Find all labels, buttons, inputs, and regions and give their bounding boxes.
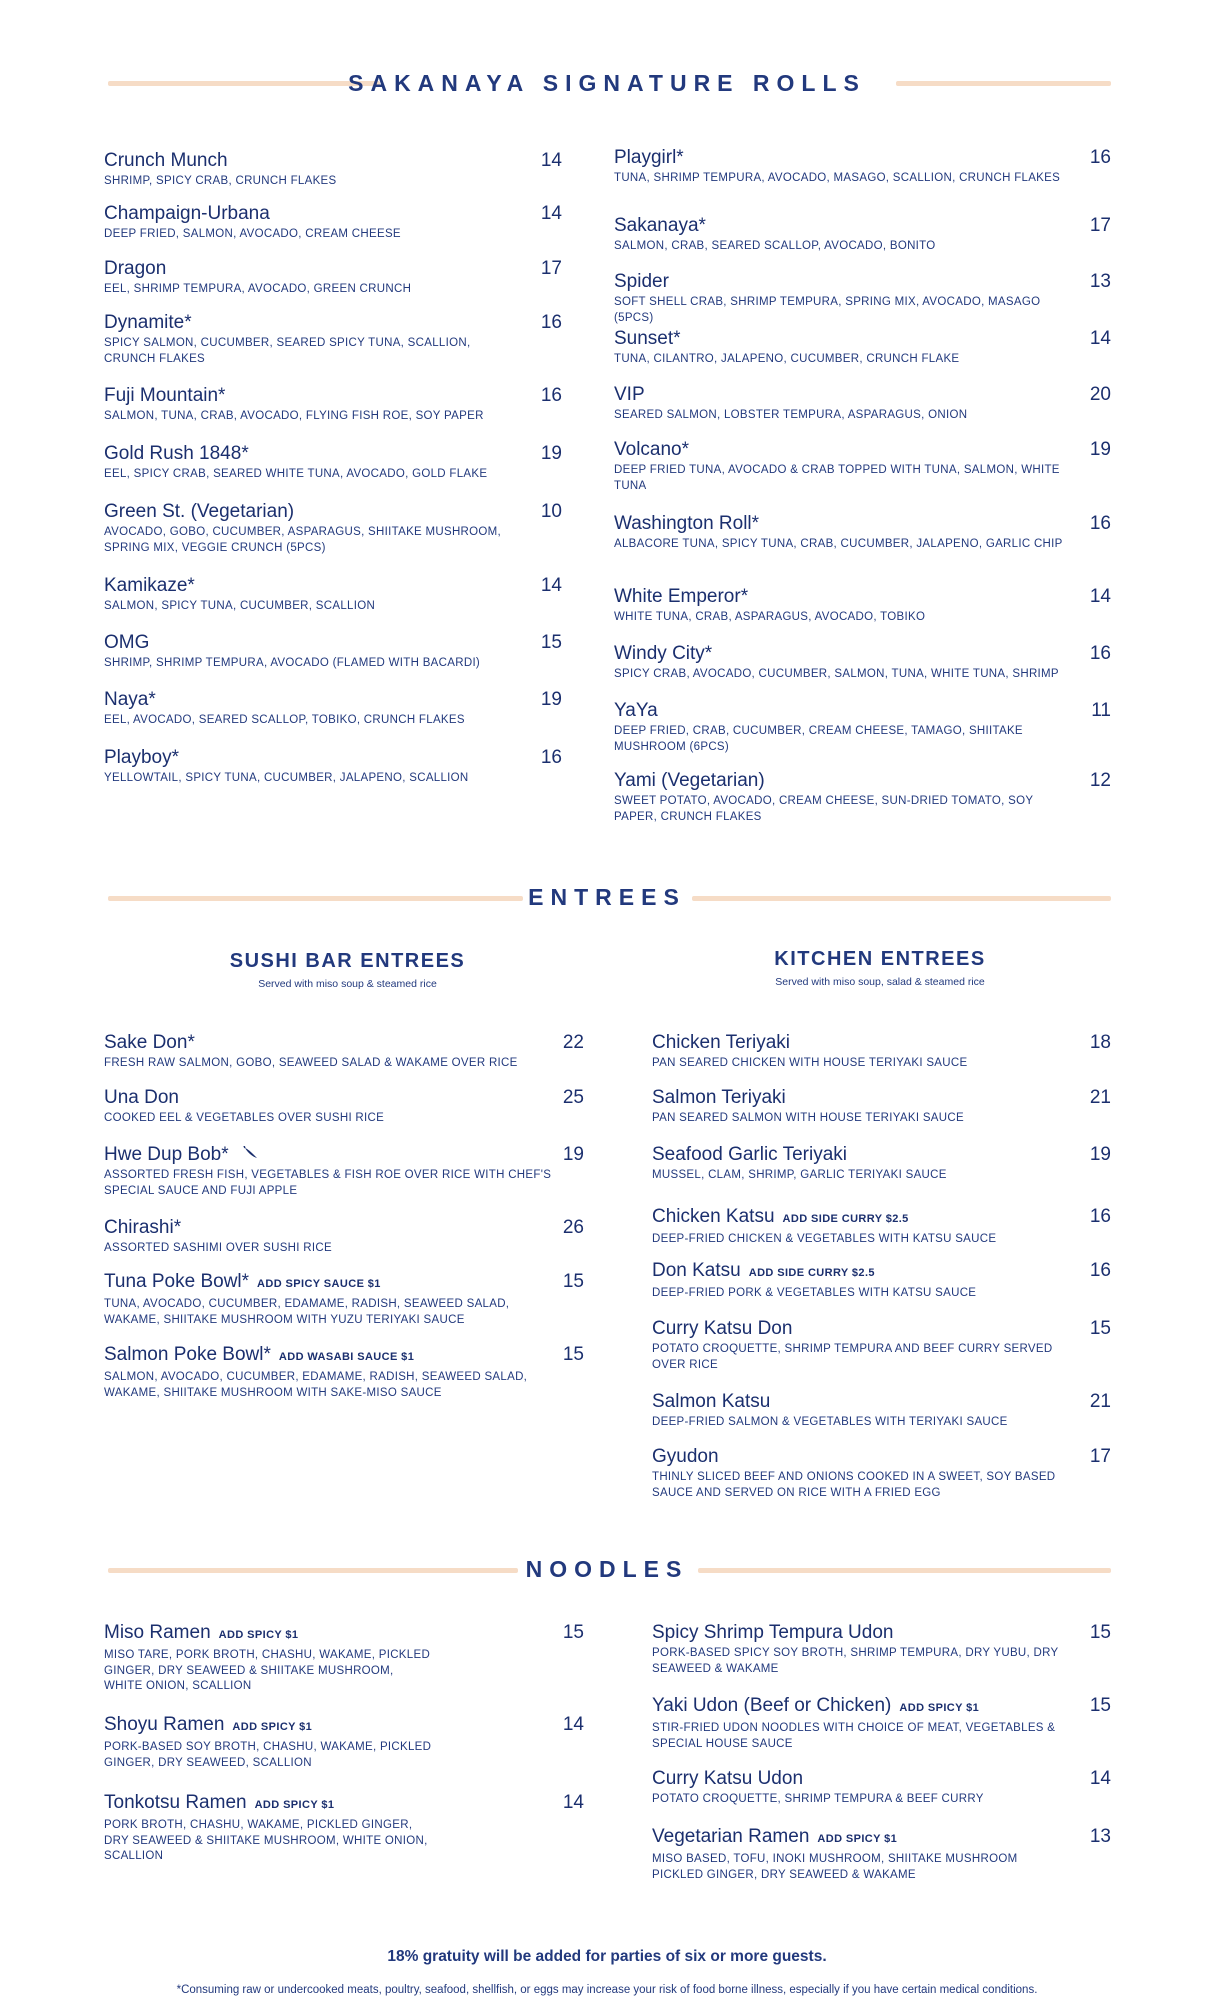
- menu-item-name: Dynamite*: [104, 312, 192, 333]
- menu-item-description: WHITE TUNA, CRAB, ASPARAGUS, AVOCADO, TOBIKO: [614, 611, 926, 623]
- menu-item-name: Hwe Dup Bob*: [104, 1144, 229, 1166]
- menu-item-name: Spider: [614, 271, 669, 292]
- menu-item: [104, 1144, 584, 1199]
- menu-item-description: SALMON, TUNA, CRAB, AVOCADO, FLYING FISH ROE, SOY PAPER: [104, 410, 484, 422]
- menu-item-price: 15: [562, 1622, 584, 1643]
- menu-item-description: SOFT SHELL CRAB, SHRIMP TEMPURA, SPRING MIX, AVOCADO, MASAGO (5PCS): [614, 296, 1041, 324]
- menu-item-price: 14: [540, 575, 562, 596]
- menu-item-addon: ADD SIDE CURRY $2.5: [782, 1213, 909, 1225]
- menu-item-name: Shoyu Ramen: [104, 1714, 225, 1735]
- menu-item-name: Playboy*: [104, 747, 179, 768]
- menu-item-description: AVOCADO, GOBO, CUCUMBER, ASPARAGUS, SHIITAKE MUSHROOM, SPRING MIX, VEGGIE CRUNCH (5PCS): [104, 526, 502, 554]
- menu-item-description: SWEET POTATO, AVOCADO, CREAM CHEESE, SUN-DRIED TOMATO, SOY PAPER, CRUNCH FLAKES: [614, 795, 1034, 823]
- menu-item-price: 14: [1089, 1768, 1111, 1789]
- menu-item-name: Salmon Katsu: [652, 1391, 771, 1412]
- menu-item-name-row: [614, 770, 1111, 792]
- menu-item-price: 15: [1089, 1695, 1111, 1716]
- menu-item-addon: ADD SIDE CURRY $2.5: [748, 1267, 875, 1279]
- menu-item: [104, 575, 562, 615]
- menu-item-price: 15: [562, 1344, 584, 1365]
- menu-item-description: SALMON, SPICY TUNA, CUCUMBER, SCALLION: [104, 600, 376, 612]
- section-title-rolls: SAKANAYA SIGNATURE ROLLS: [348, 70, 866, 96]
- menu-item: [104, 1714, 584, 1771]
- menu-item: [104, 747, 562, 787]
- menu-item-name: Fuji Mountain*: [104, 385, 226, 406]
- menu-item: [614, 271, 1111, 326]
- menu-item: [652, 1318, 1111, 1373]
- menu-item-price: 19: [540, 689, 562, 710]
- menu-item-price: 18: [1089, 1032, 1111, 1053]
- sushi-bar-entrees-note: Served with miso soup & steamed rice: [258, 978, 437, 990]
- menu-item-description: SHRIMP, SHRIMP TEMPURA, AVOCADO (FLAMED WITH BACARDI): [104, 657, 481, 669]
- menu-item-price: 12: [1089, 770, 1111, 791]
- menu-item-name: Yami (Vegetarian): [614, 770, 765, 791]
- menu-item-price: 11: [1091, 700, 1111, 721]
- menu-item-price: 16: [1089, 1260, 1111, 1281]
- menu-item-price: 14: [1089, 586, 1111, 607]
- menu-item-name: Don Katsu: [652, 1260, 741, 1281]
- menu-item-price: 19: [562, 1144, 584, 1165]
- menu-item-description: DEEP-FRIED SALMON & VEGETABLES WITH TERIYAKI SAUCE: [652, 1416, 1008, 1428]
- menu-item-description: YELLOWTAIL, SPICY TUNA, CUCUMBER, JALAPENO, SCALLION: [104, 772, 469, 784]
- section-title-noodles: NOODLES: [525, 1556, 689, 1582]
- menu-item-name-row: [614, 439, 1111, 461]
- menu-item-name-row: [104, 1271, 584, 1295]
- menu-item-addon: ADD SPICY $1: [232, 1721, 313, 1733]
- menu-item: [104, 312, 562, 367]
- menu-item-description: TUNA, AVOCADO, CUCUMBER, EDAMAME, RADISH, SEAWEED SALAD, WAKAME, SHIITAKE MUSHROOM WITH YUZU TERIYAKI SAUCE: [104, 1298, 510, 1326]
- menu-item-name: Curry Katsu Udon: [652, 1768, 804, 1789]
- menu-item-description: MISO TARE, PORK BROTH, CHASHU, WAKAME, PICKLED GINGER, DRY SEAWEED & SHIITAKE MUSHROOM, WHITE ONION, SCALLION: [104, 1649, 431, 1692]
- menu-item-name: Miso Ramen: [104, 1622, 211, 1643]
- menu-item-price: 13: [1089, 1826, 1111, 1847]
- menu-item-description: EEL, SPICY CRAB, SEARED WHITE TUNA, AVOCADO, GOLD FLAKE: [104, 468, 488, 480]
- menu-item-price: 16: [540, 385, 562, 406]
- chili-pepper-icon: [243, 1144, 259, 1166]
- menu-item-description: SALMON, AVOCADO, CUCUMBER, EDAMAME, RADISH, SEAWEED SALAD, WAKAME, SHIITAKE MUSHROOM WITH SAKE-MISO SAUCE: [104, 1371, 528, 1399]
- menu-item-name-row: [104, 150, 562, 172]
- menu-item-name: Gyudon: [652, 1446, 719, 1467]
- menu-item-description: PORK-BASED SOY BROTH, CHASHU, WAKAME, PICKLED GINGER, DRY SEAWEED, SCALLION: [104, 1741, 432, 1769]
- menu-item: [652, 1826, 1111, 1883]
- menu-item-name-row: [614, 384, 1111, 406]
- menu-item: [652, 1391, 1111, 1431]
- menu-item-name-row: [614, 513, 1111, 535]
- menu-item: [104, 258, 562, 298]
- menu-item-description: PORK-BASED SPICY SOY BROTH, SHRIMP TEMPURA, DRY YUBU, DRY SEAWEED & WAKAME: [652, 1647, 1059, 1675]
- menu-item: [614, 439, 1111, 494]
- menu-item-name-row: [652, 1260, 1111, 1284]
- menu-item-description: EEL, AVOCADO, SEARED SCALLOP, TOBIKO, CRUNCH FLAKES: [104, 714, 465, 726]
- menu-item-description: COOKED EEL & VEGETABLES OVER SUSHI RICE: [104, 1112, 385, 1124]
- menu-item-description: PORK BROTH, CHASHU, WAKAME, PICKLED GINGER, DRY SEAWEED & SHIITAKE MUSHROOM, WHITE ONION, SCALLION: [104, 1819, 428, 1862]
- menu-item-name-row: [104, 1032, 584, 1054]
- menu-item-name: Vegetarian Ramen: [652, 1826, 810, 1847]
- menu-item-name: Playgirl*: [614, 147, 684, 168]
- menu-item-price: 15: [540, 632, 562, 653]
- menu-item-price: 14: [562, 1714, 584, 1735]
- menu-item-name-row: [104, 689, 562, 711]
- menu-item-description: SALMON, CRAB, SEARED SCALLOP, AVOCADO, BONITO: [614, 240, 936, 252]
- menu-item-name: Spicy Shrimp Tempura Udon: [652, 1622, 894, 1643]
- menu-item: [614, 643, 1111, 683]
- food-safety-disclaimer: *Consuming raw or undercooked meats, poultry, seafood, shellfish, or eggs may increase your risk of food borne illness, especially if you have certain medical conditions.: [176, 1984, 1038, 1996]
- menu-item: [652, 1032, 1111, 1072]
- menu-item-addon: ADD SPICY $1: [254, 1799, 335, 1811]
- menu-item-name-row: [614, 700, 1111, 722]
- menu-item-description: DEEP FRIED, CRAB, CUCUMBER, CREAM CHEESE, TAMAGO, SHIITAKE MUSHROOM (6PCS): [614, 725, 1023, 753]
- menu-item-price: 17: [1089, 1446, 1111, 1467]
- menu-item-description: SPICY CRAB, AVOCADO, CUCUMBER, SALMON, TUNA, WHITE TUNA, SHRIMP: [614, 668, 1059, 680]
- menu-item-description: DEEP-FRIED PORK & VEGETABLES WITH KATSU SAUCE: [652, 1287, 977, 1299]
- menu-item-price: 26: [562, 1217, 584, 1238]
- menu-item-name-row: [652, 1622, 1111, 1644]
- menu-item-description: DEEP-FRIED CHICKEN & VEGETABLES WITH KATSU SAUCE: [652, 1233, 997, 1245]
- menu-item-price: 15: [562, 1271, 584, 1292]
- menu-item: [104, 1622, 584, 1695]
- menu-item-description: STIR-FRIED UDON NOODLES WITH CHOICE OF MEAT, VEGETABLES & SPECIAL HOUSE SAUCE: [652, 1722, 1056, 1750]
- menu-item-name: Dragon: [104, 258, 167, 279]
- menu-item-price: 16: [1089, 513, 1111, 534]
- menu-item-name-row: [614, 271, 1111, 293]
- menu-item: [104, 203, 562, 243]
- menu-item-name: Washington Roll*: [614, 513, 760, 534]
- menu-item-price: 13: [1089, 271, 1111, 292]
- kitchen-entrees-note: Served with miso soup, salad & steamed rice: [775, 976, 985, 988]
- menu-item: [652, 1144, 1111, 1184]
- menu-item-name-row: [104, 443, 562, 465]
- menu-item-price: 16: [1089, 147, 1111, 168]
- menu-item-name-row: [614, 328, 1111, 350]
- menu-item-price: 22: [562, 1032, 584, 1053]
- menu-item-description: EEL, SHRIMP TEMPURA, AVOCADO, GREEN CRUNCH: [104, 283, 412, 295]
- menu-item: [614, 513, 1111, 553]
- menu-item-price: 25: [562, 1087, 584, 1108]
- menu-item: [652, 1206, 1111, 1248]
- menu-item-name-row: [104, 575, 562, 597]
- menu-item-name: Green St. (Vegetarian): [104, 501, 295, 522]
- menu-item: [104, 443, 562, 483]
- menu-item-description: POTATO CROQUETTE, SHRIMP TEMPURA AND BEEF CURRY SERVED OVER RICE: [652, 1343, 1053, 1371]
- menu-item-price: 21: [1089, 1391, 1111, 1412]
- menu-item-name-row: [652, 1768, 1111, 1790]
- menu-item-name: Champaign-Urbana: [104, 203, 270, 224]
- menu-item-name: Tonkotsu Ramen: [104, 1792, 247, 1813]
- menu-item-name-row: [652, 1087, 1111, 1109]
- menu-item-name: Una Don: [104, 1087, 179, 1108]
- menu-item-name: Windy City*: [614, 643, 713, 664]
- menu-item: [652, 1695, 1111, 1752]
- menu-item: [104, 1792, 584, 1865]
- menu-item-description: PAN SEARED SALMON WITH HOUSE TERIYAKI SAUCE: [652, 1112, 964, 1124]
- menu-item-addon: ADD SPICY $1: [817, 1833, 898, 1845]
- menu-item-name: Chicken Katsu: [652, 1206, 775, 1227]
- menu-item-description: ALBACORE TUNA, SPICY TUNA, CRAB, CUCUMBER, JALAPENO, GARLIC CHIP: [614, 538, 1063, 550]
- menu-item-price: 15: [1089, 1318, 1111, 1339]
- menu-item-name-row: [652, 1144, 1111, 1166]
- menu-item-description: PAN SEARED CHICKEN WITH HOUSE TERIYAKI SAUCE: [652, 1057, 968, 1069]
- menu-item-name-row: [652, 1826, 1111, 1850]
- menu-item-name-row: [104, 203, 562, 225]
- menu-item-name-row: [652, 1695, 1111, 1719]
- menu-item-description: SHRIMP, SPICY CRAB, CRUNCH FLAKES: [104, 175, 337, 187]
- menu-item-name: Kamikaze*: [104, 575, 195, 596]
- menu-item-name-row: [652, 1391, 1111, 1413]
- menu-item: [104, 385, 562, 425]
- menu-item-name: Naya*: [104, 689, 156, 710]
- menu-item: [104, 632, 562, 672]
- menu-item-description: THINLY SLICED BEEF AND ONIONS COOKED IN A SWEET, SOY BASED SAUCE AND SERVED ON RICE WITH A FRIED EGG: [652, 1471, 1056, 1499]
- menu-item-description: SEARED SALMON, LOBSTER TEMPURA, ASPARAGUS, ONION: [614, 409, 968, 421]
- menu-item-description: ASSORTED SASHIMI OVER SUSHI RICE: [104, 1242, 332, 1254]
- sushi-bar-entrees-title: SUSHI BAR ENTREES: [229, 950, 466, 972]
- menu-item-price: 17: [540, 258, 562, 279]
- menu-item-name: Crunch Munch: [104, 150, 228, 171]
- menu-item-name: Chicken Teriyaki: [652, 1032, 790, 1053]
- menu-item-name: Curry Katsu Don: [652, 1318, 793, 1339]
- menu-item-name: Gold Rush 1848*: [104, 443, 249, 464]
- menu-item-name-row: [652, 1446, 1111, 1468]
- menu-item-name-row: [104, 632, 562, 654]
- menu-item-price: 14: [1089, 328, 1111, 349]
- menu-item-description: MISO BASED, TOFU, INOKI MUSHROOM, SHIITAKE MUSHROOM PICKLED GINGER, DRY SEAWEED & WAKAME: [652, 1853, 1018, 1881]
- menu-item-price: 14: [540, 150, 562, 171]
- menu-item-name-row: [614, 643, 1111, 665]
- menu-item: [614, 586, 1111, 626]
- menu-item-description: DEEP FRIED TUNA, AVOCADO & CRAB TOPPED WITH TUNA, SALMON, WHITE TUNA: [614, 464, 1060, 492]
- menu-item-addon: ADD WASABI SAUCE $1: [278, 1351, 415, 1363]
- menu-item-name: OMG: [104, 632, 150, 653]
- menu-item-description: DEEP FRIED, SALMON, AVOCADO, CREAM CHEESE: [104, 228, 401, 240]
- menu-item-name-row: [104, 747, 562, 769]
- menu-item-name: Tuna Poke Bowl*: [104, 1271, 250, 1292]
- menu-item: [652, 1260, 1111, 1302]
- menu-item-price: 19: [1089, 439, 1111, 460]
- menu-item-name: White Emperor*: [614, 586, 749, 607]
- menu-item: [652, 1087, 1111, 1127]
- menu-item-name: VIP: [614, 384, 645, 405]
- menu-item-price: 17: [1089, 215, 1111, 236]
- menu-item-price: 19: [1089, 1144, 1111, 1165]
- menu-item-addon: ADD SPICY $1: [218, 1629, 299, 1641]
- menu-item-name: Sunset*: [614, 328, 681, 349]
- menu-item-name-row: [614, 215, 1111, 237]
- menu-item-name: Salmon Teriyaki: [652, 1087, 786, 1108]
- menu-item: [104, 1217, 584, 1257]
- menu-item-description: TUNA, SHRIMP TEMPURA, AVOCADO, MASAGO, SCALLION, CRUNCH FLAKES: [614, 172, 1061, 184]
- menu-item: [104, 1344, 584, 1401]
- menu-item-name-row: [104, 385, 562, 407]
- menu-item-name-row: [614, 586, 1111, 608]
- menu-item-price: 14: [562, 1792, 584, 1813]
- menu-item-price: 16: [1089, 643, 1111, 664]
- menu-item-name-row: [104, 312, 562, 334]
- menu-item: [652, 1622, 1111, 1677]
- menu-item-name-row: [614, 147, 1111, 169]
- menu-item-name: Chirashi*: [104, 1217, 182, 1238]
- menu-item-price: 21: [1089, 1087, 1111, 1108]
- menu-item: [104, 150, 562, 190]
- menu-item-name-row: [104, 1144, 584, 1166]
- menu-item-description: ASSORTED FRESH FISH, VEGETABLES & FISH ROE OVER RICE WITH CHEF'S SPECIAL SAUCE AND FUJI APPLE: [104, 1169, 552, 1197]
- menu-item: [104, 1271, 584, 1328]
- menu-item-description: FRESH RAW SALMON, GOBO, SEAWEED SALAD & WAKAME OVER RICE: [104, 1057, 518, 1069]
- kitchen-entrees-title: KITCHEN ENTREES: [774, 948, 986, 970]
- menu-item-price: 16: [1089, 1206, 1111, 1227]
- menu-item-name-row: [652, 1032, 1111, 1054]
- menu-item-name-row: [104, 501, 562, 523]
- menu-item-name-row: [652, 1206, 1111, 1230]
- menu-item-description: TUNA, CILANTRO, JALAPENO, CUCUMBER, CRUNCH FLAKE: [614, 353, 960, 365]
- menu-item-addon: ADD SPICY $1: [899, 1702, 980, 1714]
- menu-item: [614, 700, 1111, 755]
- menu-item: [614, 215, 1111, 255]
- menu-item-price: 14: [540, 203, 562, 224]
- menu-item-price: 19: [540, 443, 562, 464]
- menu-item-price: 16: [540, 312, 562, 333]
- menu-item-name: YaYa: [614, 700, 658, 721]
- menu-item-name-row: [104, 1217, 584, 1239]
- menu-item-price: 16: [540, 747, 562, 768]
- menu-item-name-row: [104, 1622, 584, 1646]
- menu-item-name-row: [104, 1087, 584, 1109]
- menu-item: [104, 1087, 584, 1127]
- menu-item: [614, 384, 1111, 424]
- menu-item: [104, 501, 562, 556]
- menu-item-name-row: [104, 1344, 584, 1368]
- menu-item-name: Sake Don*: [104, 1032, 195, 1053]
- menu-item: [614, 147, 1111, 187]
- menu-item-name: Volcano*: [614, 439, 690, 460]
- menu-item-name: Salmon Poke Bowl*: [104, 1344, 271, 1365]
- menu-item: [614, 328, 1111, 368]
- menu-item: [104, 1032, 584, 1072]
- menu-item: [104, 689, 562, 729]
- menu-item-name: Sakanaya*: [614, 215, 706, 236]
- menu-item-price: 10: [540, 501, 562, 522]
- menu-item-description: SPICY SALMON, CUCUMBER, SEARED SPICY TUNA, SCALLION, CRUNCH FLAKES: [104, 337, 471, 365]
- menu-item-description: MUSSEL, CLAM, SHRIMP, GARLIC TERIYAKI SAUCE: [652, 1169, 947, 1181]
- menu-item-name-row: [104, 1792, 584, 1816]
- menu-item: [652, 1446, 1111, 1501]
- menu-item-name: Seafood Garlic Teriyaki: [652, 1144, 848, 1165]
- menu-item-price: 20: [1089, 384, 1111, 405]
- menu-item-addon: ADD SPICY SAUCE $1: [257, 1278, 381, 1290]
- menu-item-name-row: [104, 258, 562, 280]
- menu-item-description: POTATO CROQUETTE, SHRIMP TEMPURA & BEEF CURRY: [652, 1793, 984, 1805]
- menu-item-name-row: [104, 1714, 584, 1738]
- menu-item-name-row: [652, 1318, 1111, 1340]
- menu-item-price: 15: [1089, 1622, 1111, 1643]
- menu-item: [614, 770, 1111, 825]
- section-title-entrees: ENTREES: [528, 884, 686, 910]
- gratuity-note: 18% gratuity will be added for parties of six or more guests.: [387, 1948, 827, 1965]
- menu-item-name: Yaki Udon (Beef or Chicken): [652, 1695, 892, 1716]
- menu-item: [652, 1768, 1111, 1808]
